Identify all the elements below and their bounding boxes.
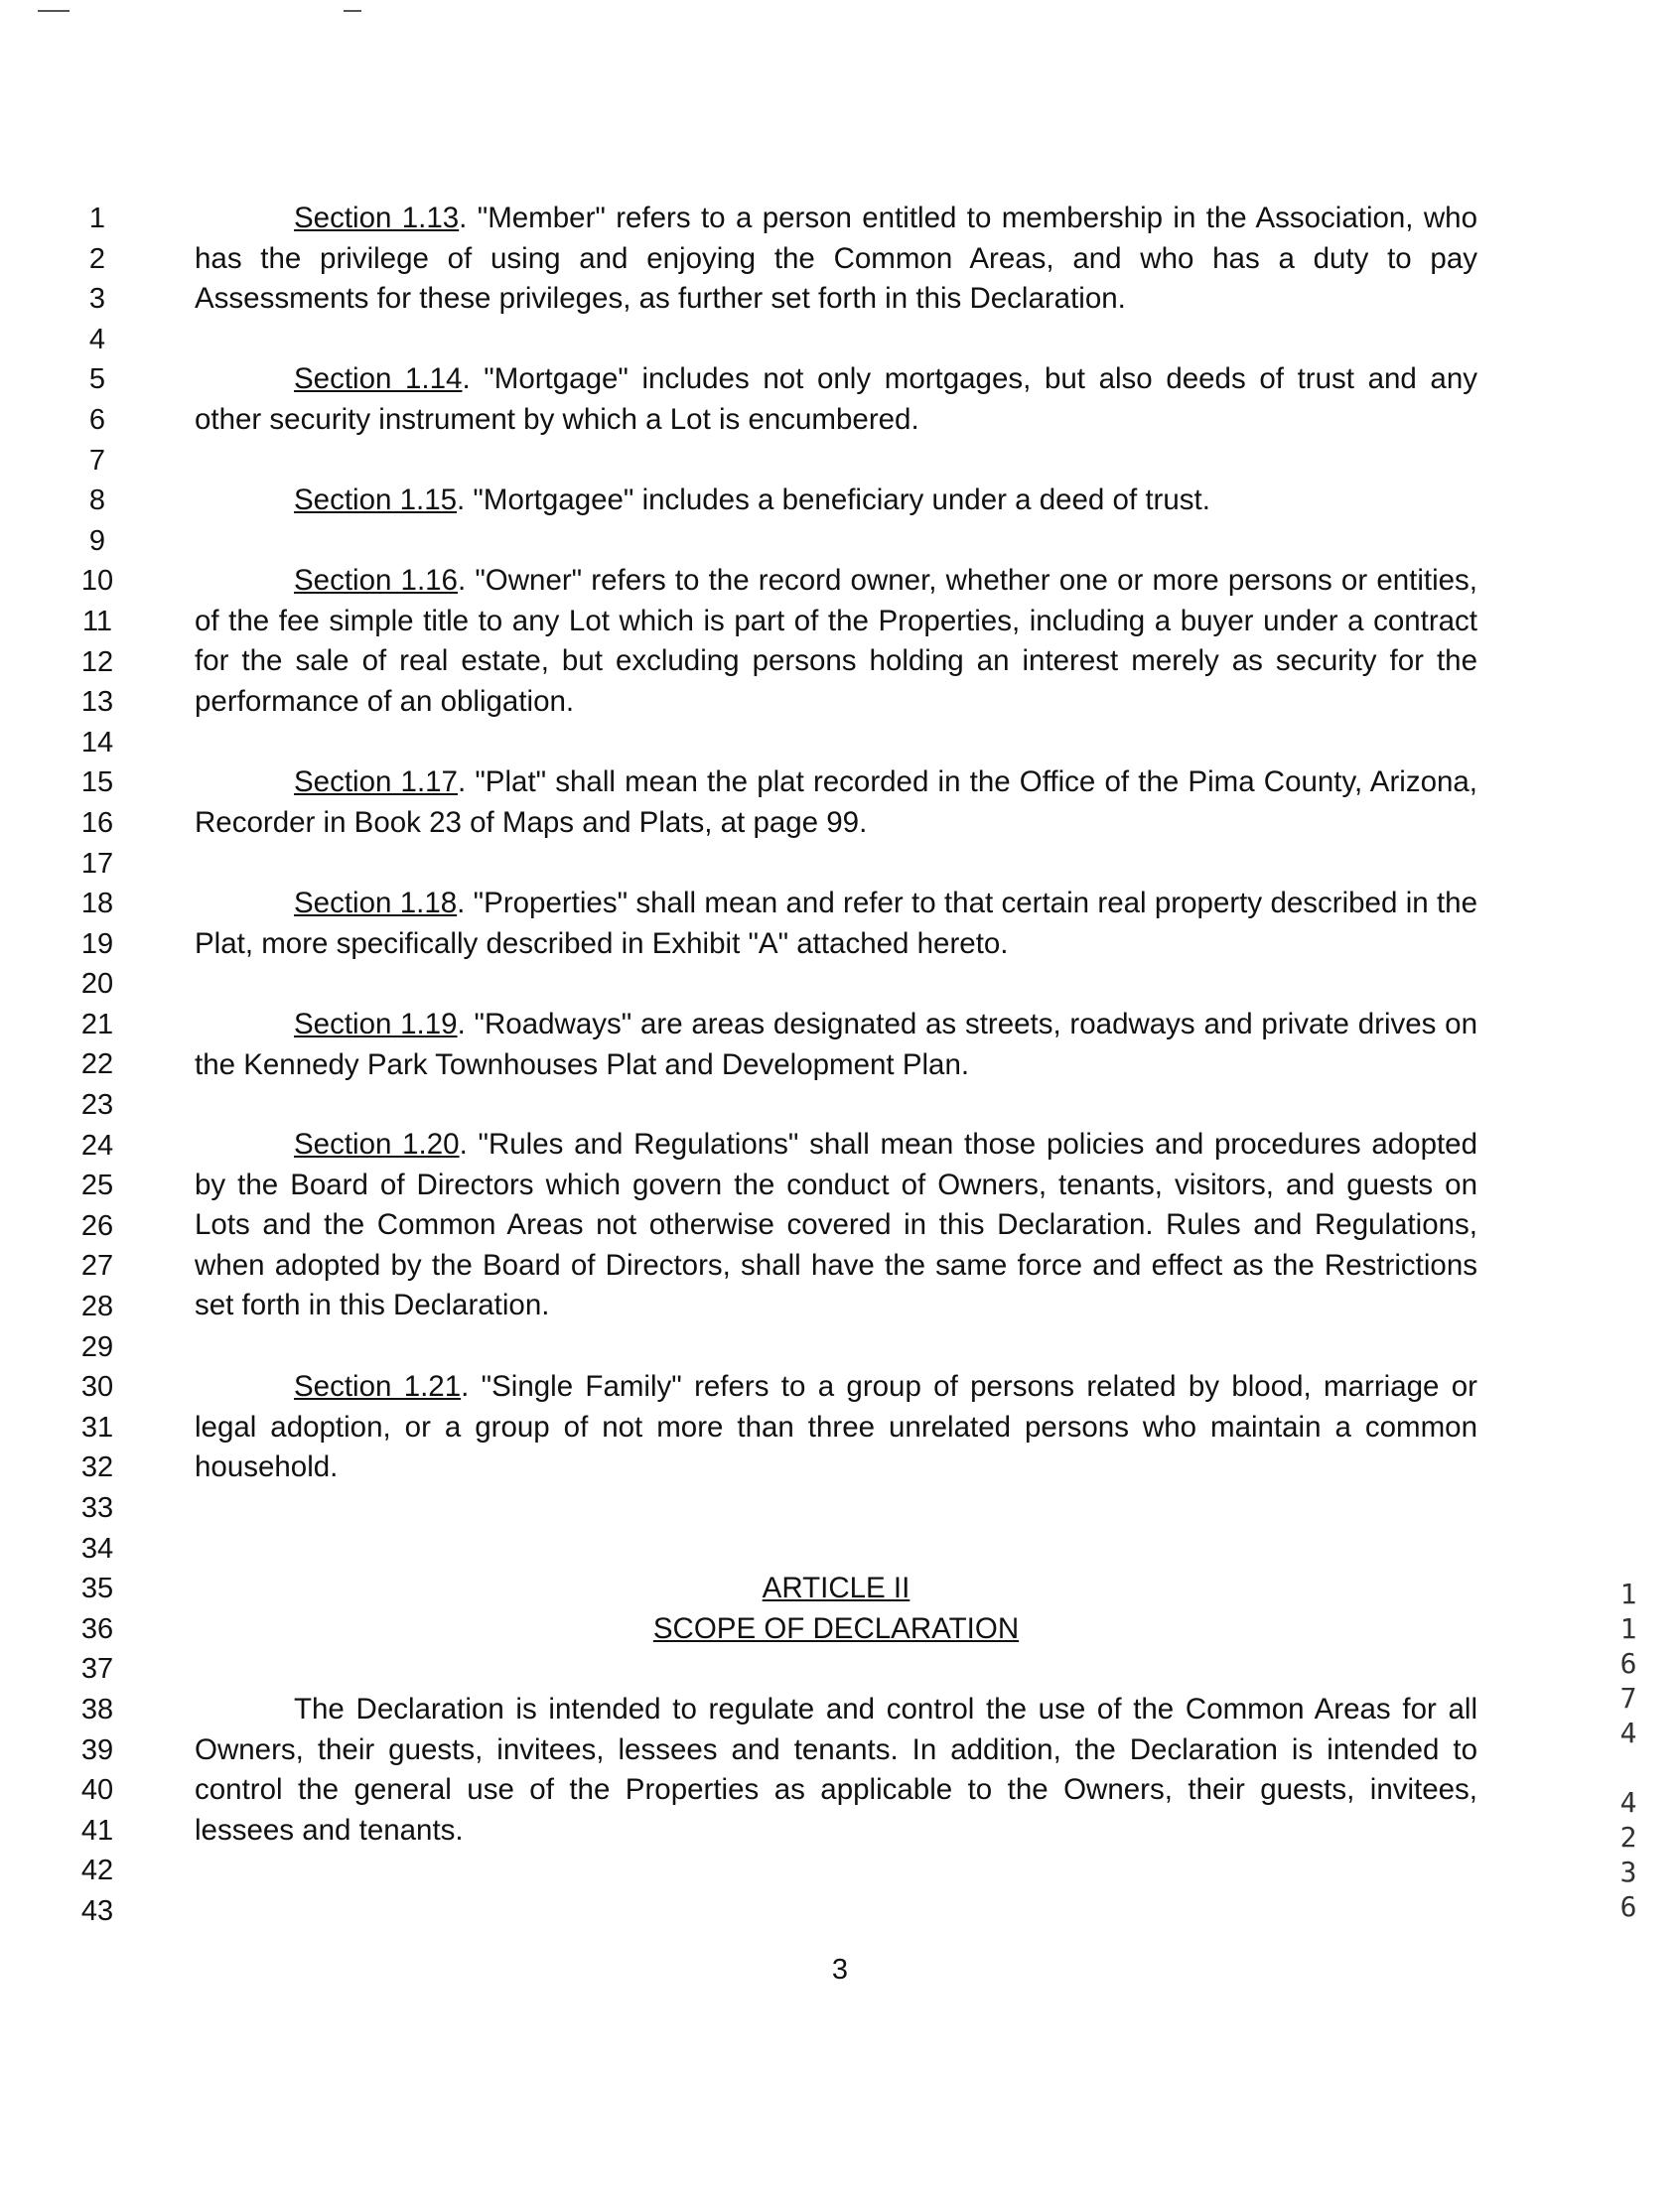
line-number: 21 [80,1008,114,1040]
section-text: . "Mortgagee" includes a beneficiary under a deed of trust. [457,483,1210,516]
section-reference: Section 1.17 [294,765,458,798]
line-number: 22 [80,1048,114,1081]
recording-digit: 4 [1619,1717,1637,1749]
line-number: 26 [80,1209,114,1242]
line-number: 24 [80,1129,114,1162]
line-number: 9 [88,524,106,557]
line-number: 2 [88,242,106,275]
line-number: 1 [88,203,106,234]
section-paragraph [195,762,1477,843]
line-number: 14 [80,726,114,759]
section-reference: Section 1.19 [294,1008,458,1040]
line-number: 13 [80,686,114,719]
section-text: . "Properties" shall mean and refer to that certain real property described in the Plat, more specifically described in Exhibit "A" attached hereto. [195,887,1477,960]
section-reference: Section 1.18 [294,887,458,919]
recording-number [1609,1577,1648,1924]
line-number: 30 [80,1371,114,1404]
line-number: 27 [80,1250,114,1283]
line-number: 16 [80,806,114,839]
line-number-column [58,199,137,1932]
recording-digit: 3 [1619,1856,1637,1888]
line-number: 5 [88,363,106,396]
scan-mark [38,10,70,12]
line-number: 7 [88,444,106,477]
line-number: 11 [81,605,113,637]
article-number: ARTICLE II [762,1572,910,1604]
line-number: 41 [80,1814,114,1847]
line-number: 32 [80,1451,114,1484]
line-number: 3 [88,283,106,316]
section-reference: Section 1.16 [294,564,458,597]
recording-digit: 7 [1619,1682,1637,1715]
line-number: 8 [88,484,106,517]
article-body: The Declaration is intended to regulate and control the use of the Common Areas for all Owners, their guests, invitees, lessees and tenants. In addition, the Declaration is intended to control the general use of the Properties as applicable to the Owners, their guests, invitees, lessees and tenants. [195,1693,1477,1847]
section-reference: Section 1.21 [294,1370,462,1403]
line-number: 38 [80,1693,114,1725]
line-number: 18 [80,888,114,920]
line-number: 39 [80,1733,114,1766]
line-number: 40 [80,1774,114,1807]
line-number: 43 [80,1894,114,1927]
line-number: 31 [80,1411,114,1444]
section-text: . "Plat" shall mean the plat recorded in the Office of the Pima County, Arizona, Recorder in Book 23 of Maps and Plats, at page 99. [195,765,1478,839]
line-number: 12 [80,645,114,678]
line-number: 35 [80,1573,114,1605]
recording-digit: 2 [1619,1821,1637,1854]
section-paragraph [195,561,1477,722]
line-number: 37 [80,1653,114,1686]
line-number: 25 [80,1170,114,1202]
line-number: 42 [80,1855,114,1887]
article-heading [195,1569,1477,1649]
recording-digit: 1 [1619,1578,1637,1610]
recording-digit: 6 [1619,1647,1637,1680]
section-reference: Section 1.20 [294,1128,460,1161]
page-number: 3 [831,1954,849,1986]
section-paragraph [195,1005,1477,1085]
line-number: 10 [80,565,114,598]
section-text: . "Mortgage" includes not only mortgages, but also deeds of trust and any other security instrument by which a Lot is encumbered. [195,362,1477,436]
article-title: SCOPE OF DECLARATION [652,1611,1020,1645]
section-reference: Section 1.14 [294,362,463,395]
section-reference: Section 1.15 [294,483,458,516]
section-paragraph [195,359,1477,440]
recording-gap [1609,1750,1648,1785]
section-text: . "Owner" refers to the record owner, whether one or more persons or entities, of the fee simple title to any Lot which is part of the Properties, including a buyer under a contract for the sale of real estate, but excluding persons holding an interest merely as security for the performance of an obligation. [195,564,1477,718]
line-number: 4 [88,323,106,355]
section-text: . "Rules and Regulations" shall mean those policies and procedures adopted by the Board of Directors which govern the conduct of Owners, tenants, visitors, and guests on Lots and the Common Areas not otherwise covered in this Declaration. Rules and Regulations, when adopted by the Board of Directors, shall have the same force and effect as the Restrictions set forth in this Declaration. [195,1128,1477,1322]
section-paragraph [195,481,1477,521]
recording-digit: 4 [1619,1786,1637,1819]
line-number: 17 [80,847,114,880]
line-number: 20 [80,968,114,1001]
section-text: . "Member" refers to a person entitled to membership in the Association, who has the privilege of using and enjoying the Common Areas, and who has a duty to pay Assessments for these privileges, as further set forth in this Declaration. [195,202,1477,316]
line-number: 6 [88,403,106,436]
line-number: 15 [80,766,114,799]
section-text: . "Single Family" refers to a group of persons related by blood, marriage or legal adoption, or a group of not more than three unrelated persons who maintain a common household. [195,1370,1477,1484]
section-paragraph [195,1367,1477,1488]
line-number: 33 [80,1492,114,1524]
recording-digit: 1 [1619,1612,1637,1645]
recording-digit: 6 [1619,1890,1637,1923]
section-reference: Section 1.13 [294,202,460,234]
line-number: 36 [80,1612,114,1645]
line-number: 28 [80,1291,114,1323]
section-paragraph [195,199,1477,320]
scan-mark [344,10,361,12]
section-text: . "Roadways" are areas designated as streets, roadways and private drives on the Kennedy Park Townhouses Plat and Development Plan. [195,1008,1477,1081]
line-number: 34 [80,1532,114,1565]
section-paragraph [195,1125,1477,1326]
section-paragraph [195,884,1477,964]
line-number: 19 [80,927,114,960]
line-number: 29 [80,1330,114,1363]
line-number: 23 [80,1089,114,1122]
